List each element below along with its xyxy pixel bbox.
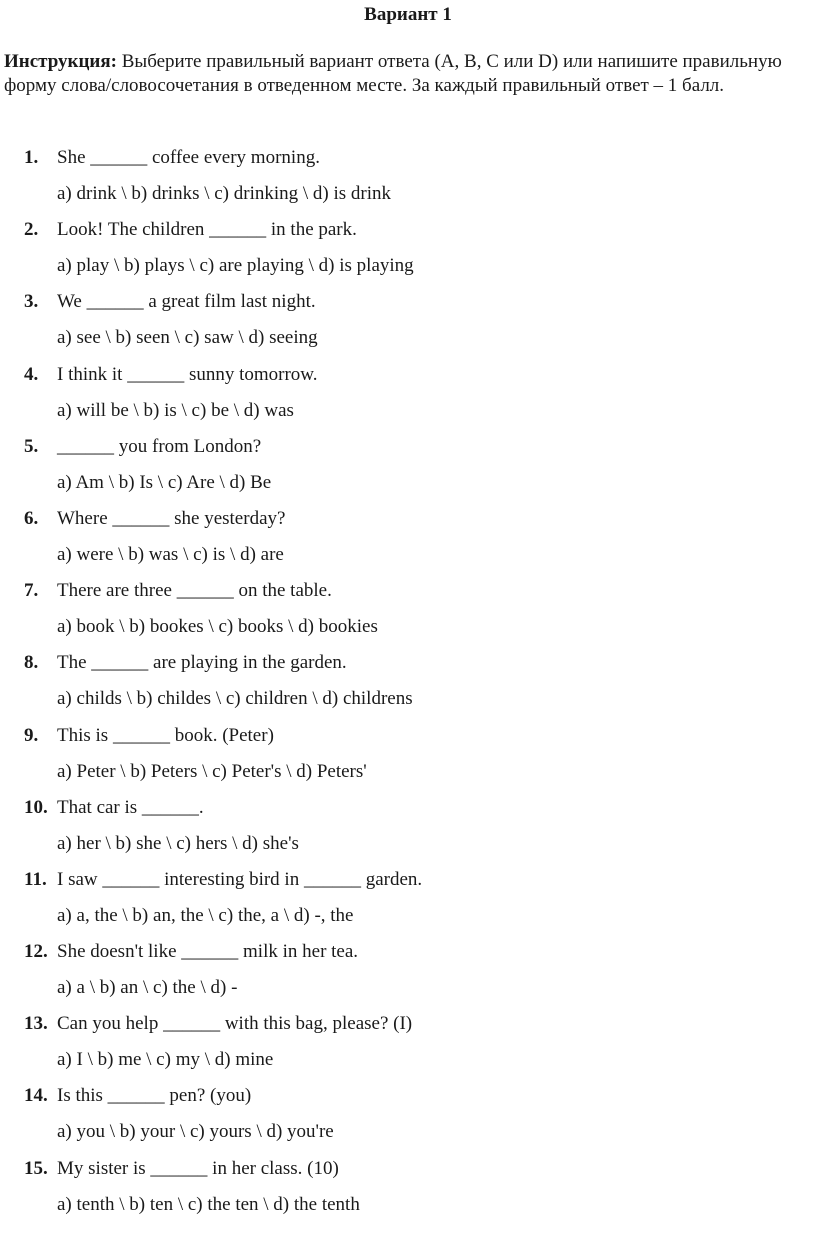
answer-options: a) book \ b) bookes \ c) books \ d) bookies <box>57 616 378 638</box>
answer-options: a) play \ b) plays \ c) are playing \ d) is playing <box>57 255 414 277</box>
question-item <box>0 505 816 577</box>
question-number: 11. <box>24 868 47 890</box>
question-number: 15. <box>24 1157 48 1179</box>
question-text: Can you help ______ with this bag, please? (I) <box>57 1013 413 1035</box>
answer-options: a) I \ b) me \ c) my \ d) mine <box>57 1049 274 1071</box>
question-item <box>0 1010 816 1082</box>
answer-options: a) a, the \ b) an, the \ c) the, a \ d) -, the <box>57 904 354 926</box>
answer-options: a) were \ b) was \ c) is \ d) are <box>57 543 284 565</box>
question-text: We ______ a great film last night. <box>57 291 316 313</box>
question-number: 5. <box>24 435 39 457</box>
answer-options: a) see \ b) seen \ c) saw \ d) seeing <box>57 327 318 349</box>
instruction-label: Инструкция: <box>4 51 117 72</box>
question-item <box>0 288 816 360</box>
question-item <box>0 794 816 866</box>
instruction-paragraph <box>4 50 794 98</box>
question-item <box>0 216 816 288</box>
question-number: 8. <box>24 652 39 674</box>
question-item <box>0 722 816 794</box>
question-number: 13. <box>24 1013 48 1035</box>
answer-options: a) tenth \ b) ten \ c) the ten \ d) the tenth <box>57 1193 360 1215</box>
question-item <box>0 361 816 433</box>
question-text: She doesn't like ______ milk in her tea. <box>57 941 359 963</box>
question-number: 2. <box>24 219 39 241</box>
question-item <box>0 144 816 216</box>
question-item <box>0 1082 816 1154</box>
question-item <box>0 938 816 1010</box>
question-number: 3. <box>24 291 39 313</box>
instruction-text: Выберите правильный вариант ответа (A, B, C или D) или напишите правильную форму слова/словосочетания в отведенном месте. За каждый правильный ответ – 1 балл. <box>4 51 782 96</box>
answer-options: a) her \ b) she \ c) hers \ d) she's <box>57 832 299 854</box>
question-text: My sister is ______ in her class. (10) <box>57 1157 339 1179</box>
question-number: 1. <box>24 147 39 168</box>
answer-options: a) Peter \ b) Peters \ c) Peter's \ d) Peters' <box>57 760 367 782</box>
page-title: Вариант 1 <box>364 4 452 25</box>
question-list <box>0 144 816 1227</box>
question-number: 12. <box>24 941 48 963</box>
question-text: Where ______ she yesterday? <box>57 507 286 529</box>
question-text: There are three ______ on the table. <box>57 580 332 602</box>
question-number: 4. <box>24 363 39 385</box>
question-item <box>0 577 816 649</box>
question-text: This is ______ book. (Peter) <box>57 724 274 746</box>
answer-options: a) drink \ b) drinks \ c) drinking \ d) is drink <box>57 183 392 204</box>
answer-options: a) Am \ b) Is \ c) Are \ d) Be <box>57 471 272 493</box>
question-number: 14. <box>24 1085 48 1107</box>
question-text: She ______ coffee every morning. <box>57 147 320 168</box>
answer-options: a) a \ b) an \ c) the \ d) - <box>57 977 238 999</box>
question-text: Is this ______ pen? (you) <box>57 1085 252 1107</box>
question-text: I saw ______ interesting bird in ______ garden. <box>57 868 423 890</box>
question-item <box>0 433 816 505</box>
question-item <box>0 866 816 938</box>
question-item <box>0 649 816 721</box>
question-number: 6. <box>24 507 39 529</box>
question-text: Look! The children ______ in the park. <box>57 219 357 241</box>
question-text: That car is ______. <box>57 796 204 818</box>
question-text: The ______ are playing in the garden. <box>57 652 347 674</box>
question-text: I think it ______ sunny tomorrow. <box>57 363 318 385</box>
answer-options: a) you \ b) your \ c) yours \ d) you're <box>57 1121 334 1143</box>
question-number: 10. <box>24 796 48 818</box>
question-number: 7. <box>24 580 39 602</box>
question-number: 9. <box>24 724 39 746</box>
question-item <box>0 1155 816 1227</box>
answer-options: a) will be \ b) is \ c) be \ d) was <box>57 399 294 421</box>
answer-options: a) childs \ b) childes \ c) children \ d) childrens <box>57 688 413 710</box>
question-text: ______ you from London? <box>57 435 262 457</box>
